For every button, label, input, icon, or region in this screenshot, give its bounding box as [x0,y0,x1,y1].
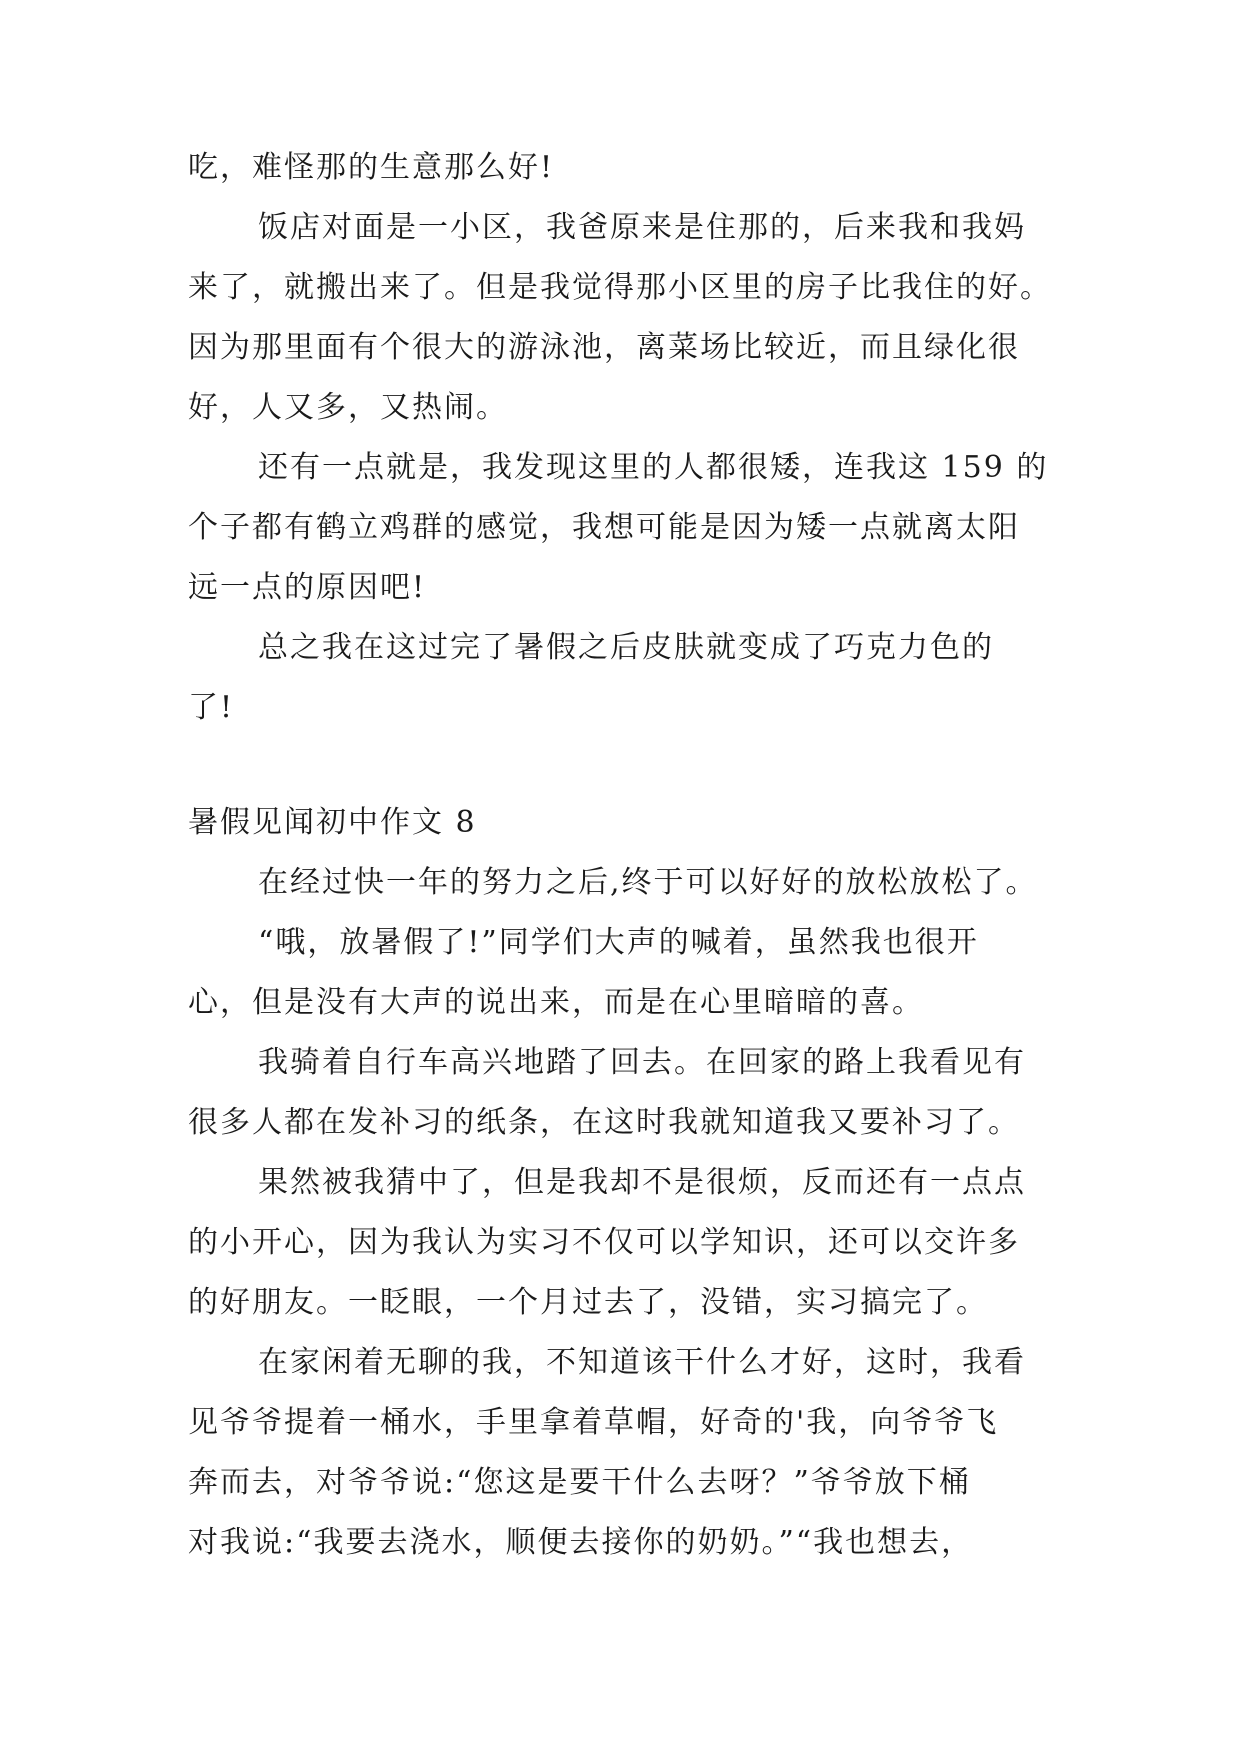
paragraph-line: 很多人都在发补习的纸条，在这时我就知道我又要补习了。 [188,1105,1020,1140]
paragraph-line: 果然被我猜中了，但是我却不是很烦，反而还有一点点 [258,1165,1026,1200]
paragraph-line: 奔而去，对爷爷说:“您这是要干什么去呀？”爷爷放下桶 [188,1465,971,1500]
paragraph-line: 因为那里面有个很大的游泳池，离菜场比较近，而且绿化很 [188,330,1020,365]
paragraph-line: 来了，就搬出来了。但是我觉得那小区里的房子比我住的好。 [188,270,1052,305]
paragraph-line: 心，但是没有大声的说出来，而是在心里暗暗的喜。 [188,985,924,1020]
paragraph-line: 在家闲着无聊的我，不知道该干什么才好，这时，我看 [258,1345,1026,1380]
paragraph-line: 了! [188,690,235,725]
paragraph-line: 远一点的原因吧! [188,570,427,605]
paragraph-line: 的好朋友。一眨眼，一个月过去了，没错，实习搞完了。 [188,1285,988,1320]
paragraph-line: 还有一点就是，我发现这里的人都很矮，连我这 159 的 [258,450,1049,485]
paragraph-line: 我骑着自行车高兴地踏了回去。在回家的路上我看见有 [258,1045,1026,1080]
paragraph-line: 吃，难怪那的生意那么好! [188,150,555,185]
essay-8-body [188,853,1068,1573]
essay-7-continuation [188,138,1068,738]
paragraph-line: 饭店对面是一小区，我爸原来是住那的，后来我和我妈 [258,210,1026,245]
paragraph-line: 个子都有鹤立鸡群的感觉，我想可能是因为矮一点就离太阳 [188,510,1020,545]
paragraph-line: 的小开心，因为我认为实习不仅可以学知识，还可以交许多 [188,1225,1020,1260]
paragraph-line: “哦，放暑假了!”同学们大声的喊着，虽然我也很开 [258,925,979,960]
essay-title: 暑假见闻初中作文 8 [188,805,477,840]
paragraph-line: 在经过快一年的努力之后,终于可以好好的放松放松了。 [258,865,1038,900]
paragraph-line: 见爷爷提着一桶水，手里拿着草帽，好奇的'我，向爷爷飞 [188,1405,999,1440]
paragraph-line: 好，人又多，又热闹。 [188,390,508,425]
paragraph-line: 总之我在这过完了暑假之后皮肤就变成了巧克力色的 [258,630,994,665]
paragraph-line: 对我说:“我要去浇水，顺便去接你的奶奶。”“我也想去， [188,1525,974,1560]
